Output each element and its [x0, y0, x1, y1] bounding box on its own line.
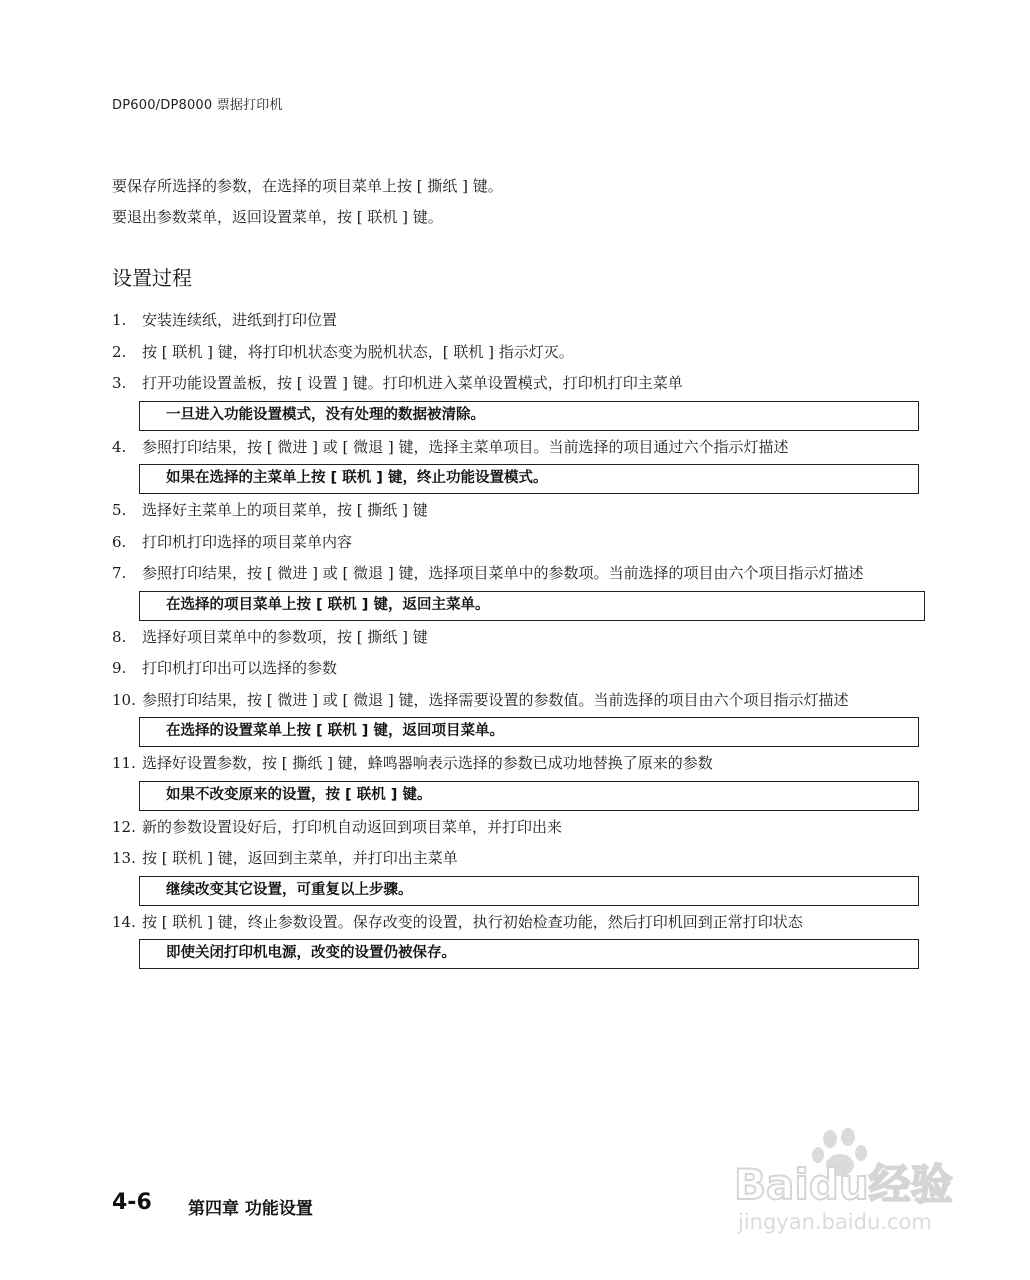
- step-text: 打开功能设置盖板，按 [ 设置 ] 键。打印机进入菜单设置模式，打印机打印主菜单: [142, 374, 683, 392]
- step-item: [112, 622, 927, 654]
- section-title: 设置过程: [112, 266, 192, 290]
- step-item: [112, 907, 927, 939]
- step-text: 按 [ 联机 ] 键，将打印机状态变为脱机状态，[ 联机 ] 指示灯灭。: [142, 342, 574, 361]
- step-item: [112, 558, 927, 590]
- step-text: 打印机打印出可以选择的参数: [142, 659, 338, 677]
- step-number: 14.: [112, 912, 136, 931]
- step-item: [112, 337, 927, 369]
- step-text: 按 [ 联机 ] 键，返回到主菜单，并打印出主菜单: [142, 849, 458, 867]
- step-number: 8.: [112, 627, 127, 646]
- note-box: 如果在选择的主菜单上按 [ 联机 ] 键，终止功能设置模式。: [139, 464, 919, 494]
- note-box: 即使关闭打印机电源，改变的设置仍被保存。: [139, 939, 919, 969]
- chapter-title: 第四章 功能设置: [188, 1199, 313, 1219]
- step-number: 1.: [112, 311, 127, 329]
- step-number: 12.: [112, 817, 136, 836]
- step-item: [112, 748, 927, 780]
- step-item: [112, 305, 927, 337]
- note-box: 在选择的设置菜单上按 [ 联机 ] 键，返回项目菜单。: [139, 717, 919, 747]
- step-text: 打印机打印选择的项目菜单内容: [142, 532, 353, 551]
- intro-line: 要退出参数菜单，返回设置菜单，按 [ 联机 ] 键。: [112, 208, 443, 226]
- step-text: 参照打印结果，按 [ 微进 ] 或 [ 微退 ] 键，选择项目菜单中的参数项。当前选择的项目由六个项目指示灯描述: [142, 564, 864, 582]
- step-text: 参照打印结果，按 [ 微进 ] 或 [ 微退 ] 键，选择主菜单项目。当前选择的项目通过六个指示灯描述: [142, 437, 789, 456]
- page-number: 4-6: [112, 1190, 152, 1215]
- steps-list: [112, 305, 927, 970]
- step-text: 新的参数设置设好后，打印机自动返回到项目菜单，并打印出来: [142, 817, 563, 836]
- step-item: [112, 653, 927, 685]
- step-text: 选择好项目菜单中的参数项，按 [ 撕纸 ] 键: [142, 627, 428, 646]
- step-text: 选择好主菜单上的项目菜单，按 [ 撕纸 ] 键: [142, 501, 428, 519]
- step-text: 选择好设置参数，按 [ 撕纸 ] 键，蜂鸣器响表示选择的参数已成功地替换了原来的参数: [142, 754, 713, 772]
- step-item: [112, 812, 927, 844]
- step-number: 7.: [112, 564, 127, 582]
- step-item: [112, 368, 927, 400]
- step-number: 4.: [112, 437, 127, 456]
- step-number: 3.: [112, 374, 127, 392]
- step-number: 10.: [112, 690, 136, 709]
- note-box: 继续改变其它设置，可重复以上步骤。: [139, 876, 919, 906]
- intro-text: [112, 171, 503, 233]
- watermark-url: jingyan.baidu.com: [738, 1210, 932, 1234]
- step-number: 11.: [112, 754, 136, 772]
- step-text: 参照打印结果，按 [ 微进 ] 或 [ 微退 ] 键，选择需要设置的参数值。当前选择的项目由六个项目指示灯描述: [142, 690, 849, 709]
- step-number: 5.: [112, 501, 127, 519]
- step-item: [112, 843, 927, 875]
- step-text: 安装连续纸，进纸到打印位置: [142, 311, 338, 329]
- step-number: 13.: [112, 849, 136, 867]
- step-text: 按 [ 联机 ] 键，终止参数设置。保存改变的设置，执行初始检查功能，然后打印机回到正常打印状态: [142, 912, 803, 931]
- note-box: 如果不改变原来的设置，按 [ 联机 ] 键。: [139, 781, 919, 811]
- running-header: DP600/DP8000 票据打印机: [112, 98, 283, 113]
- note-box: 一旦进入功能设置模式，没有处理的数据被清除。: [139, 401, 919, 431]
- note-box: 在选择的项目菜单上按 [ 联机 ] 键，返回主菜单。: [139, 591, 925, 621]
- step-item: [112, 432, 927, 464]
- step-item: [112, 495, 927, 527]
- step-item: [112, 685, 927, 717]
- step-item: [112, 527, 927, 559]
- baidu-watermark: [730, 1125, 970, 1235]
- step-number: 2.: [112, 342, 127, 361]
- intro-line: 要保存所选择的参数，在选择的项目菜单上按 [ 撕纸 ] 键。: [112, 177, 503, 195]
- step-number: 6.: [112, 532, 127, 551]
- watermark-brand: Baidu经验: [734, 1160, 953, 1209]
- step-number: 9.: [112, 659, 127, 677]
